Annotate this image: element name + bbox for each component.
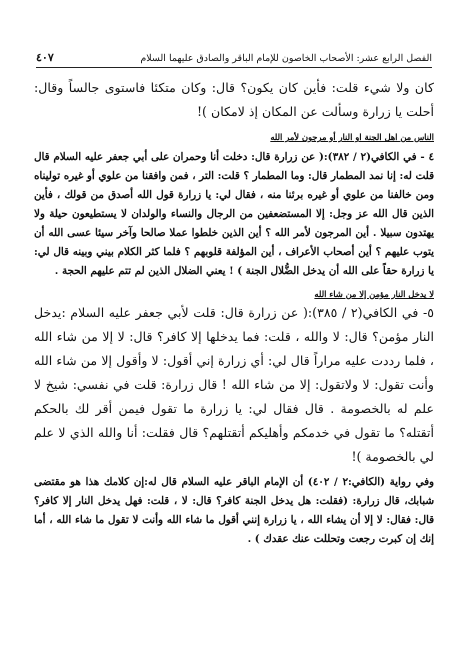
page-body <box>34 76 434 549</box>
section-heading-1: الناس من اهل الجنة او النار أو مرجون لأمر الله <box>270 132 434 142</box>
section-heading-2: لا يدخل النار مؤمن إلا من شاء الله <box>314 289 434 299</box>
page-number: ٤٠٧ <box>36 51 54 64</box>
paragraph-2: ٤ - في الكافي(٢ / ٣٨٢):( عن زرارة قال: دخلت أنا وحمران على أبي جعفر عليه السلام قال قلت له: إنا نمد المطمار قال: وما المطمار ؟ قلت: التر ، فمن وافقنا من علوي أو غيره توليناه ومن خالفنا من علوي أو غيره برئنا منه ، فقال لي: يا زرارة قول الله أصدق من قولك ، فأين الذين قال الله عز وجل: إلا المستضعفين من الرجال والنساء والولدان لا يستطيعون حيلة ولا يهتدون سبيلا . أين المرجون لأمر الله ؟ أين الذين خلطوا عملا صالحا وآخر سيئا عسى الله أن يتوب عليهم ؟ أين أصحاب الأعراف ، أين المؤلفة قلوبهم ؟ فلما كثر الكلام بيني وبينه قال لي: يا زرارة حقاً على الله أن يدخل الضُّلال الجنة ) ! يعني الضلال الذين لم تتم عليهم الحجة . <box>34 151 435 277</box>
paragraph-4: وفي رواية (الكافي:٢ / ٤٠٢) أن الإمام الباقر عليه السلام قال له:إن كلامك هذا هو مقتضى شبابك، قال زرارة: (فقلت: هل يدخل الجنة كافر؟ قال: لا ، قلت: فهل يدخل النار إلا كافر؟ قال: فقال: لا إلا أن يشاء الله ، يا زرارة إنني أقول ما شاء الله وأنت لا تقول ما شاء الله ، أما إنك إن كبرت رجعت وتحللت عنك عقدك ) . <box>34 476 434 545</box>
chapter-title: الفصل الرابع عشر: الأصحاب الخاصون للإمام الباقر والصادق عليهما السلام <box>140 53 432 64</box>
page-header <box>36 48 432 68</box>
paragraph-1: كان ولا شيء قلت: فأين كان يكون؟ قال: وكان متكئا فاستوى جالساً وقال: أحلت يا زرارة وسألت عن المكان إذ لامكان )! <box>34 80 434 119</box>
paragraph-3: ٥- في الكافي(٢ / ٣٨٥):( عن زرارة قال: قلت لأبي جعفر عليه السلام :يدخل النار مؤمن؟ قال: لا والله ، قلت: فما يدخلها إلا كافر؟ قال: لا إلا من شاء الله ، فلما رددت عليه مراراً قال لي: أي زرارة إني أقول: لا وأقول إلا من شاء الله وأنت تقول: لا ولاتقول: إلا من شاء الله ! قال زرارة: قلت في نفسي: شيخ لا علم له بالخصومة . قال فقال لي: يا زرارة ما تقول فيمن أقر لك بالحكم أتقتله؟ ما تقول في خدمكم وأهليكم أتقتلهم؟ قال فقلت: أنا والله الذي لا علم لي بالخصومة )! <box>34 305 434 464</box>
